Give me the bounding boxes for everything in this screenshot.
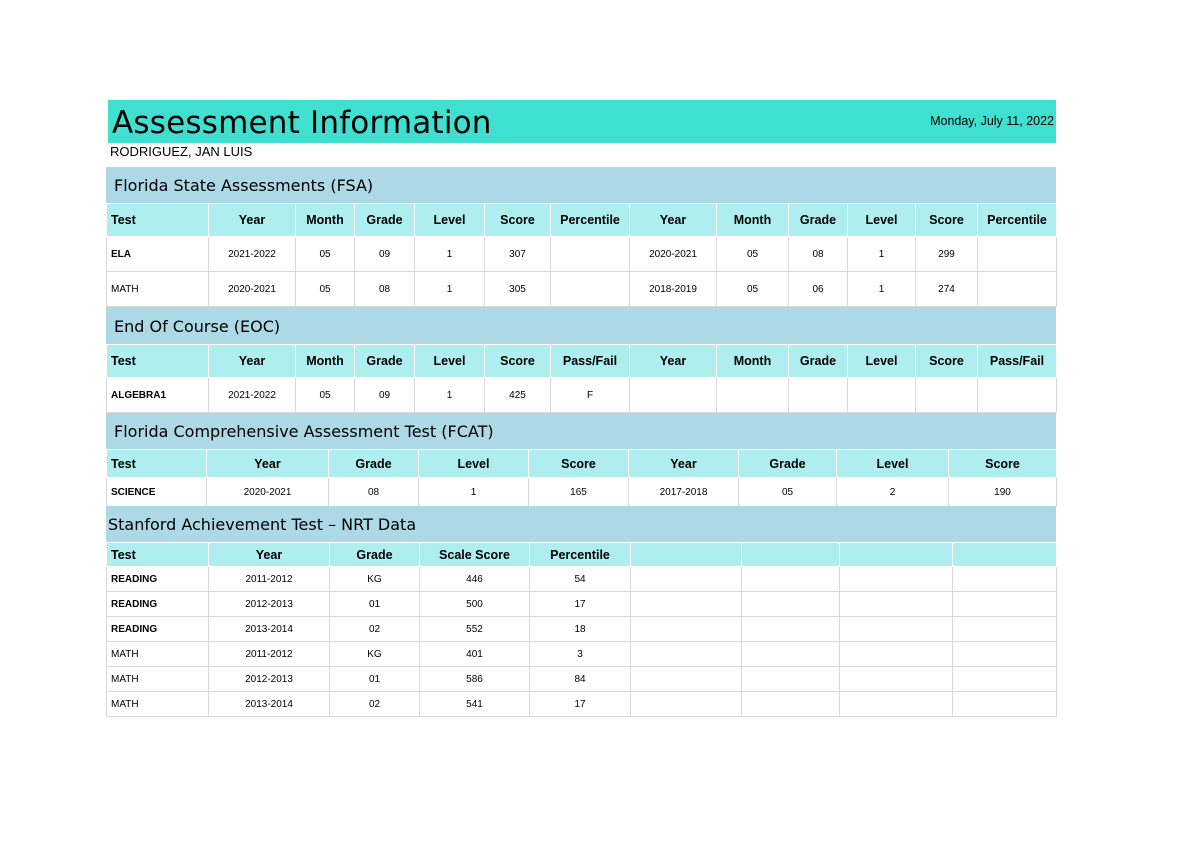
column-header: Percentile bbox=[551, 204, 630, 237]
column-header: Grade bbox=[789, 345, 848, 378]
table-cell: 01 bbox=[330, 667, 420, 692]
column-header: Test bbox=[107, 345, 209, 378]
table-cell: 02 bbox=[330, 692, 420, 717]
test-name-cell: READING bbox=[107, 617, 209, 642]
column-header: Test bbox=[107, 450, 207, 478]
table-cell: 500 bbox=[420, 592, 530, 617]
column-header: Level bbox=[848, 204, 916, 237]
table-cell bbox=[631, 667, 742, 692]
table-cell: 2020-2021 bbox=[630, 237, 717, 272]
column-header: Percentile bbox=[530, 543, 631, 567]
table-cell: 541 bbox=[420, 692, 530, 717]
table-row bbox=[107, 567, 1057, 592]
column-header-row bbox=[107, 543, 1057, 567]
table-cell bbox=[848, 378, 916, 413]
table-cell bbox=[953, 617, 1057, 642]
table-cell: 307 bbox=[485, 237, 551, 272]
table-cell: 2012-2013 bbox=[209, 667, 330, 692]
table-cell: 2021-2022 bbox=[209, 237, 296, 272]
column-header: Percentile bbox=[978, 204, 1057, 237]
table-cell: 2017-2018 bbox=[629, 478, 739, 507]
column-header: Year bbox=[209, 543, 330, 567]
section-header-fcat bbox=[106, 413, 1056, 449]
table-cell: 2020-2021 bbox=[207, 478, 329, 507]
table-cell bbox=[953, 567, 1057, 592]
column-header: Score bbox=[485, 345, 551, 378]
column-header: Year bbox=[209, 345, 296, 378]
column-header-row bbox=[107, 204, 1057, 237]
column-header: Grade bbox=[739, 450, 837, 478]
table-cell: 09 bbox=[355, 237, 415, 272]
table-cell: 446 bbox=[420, 567, 530, 592]
table-cell: 05 bbox=[296, 272, 355, 307]
table-cell bbox=[916, 378, 978, 413]
table-cell bbox=[551, 237, 630, 272]
test-name-cell: SCIENCE bbox=[107, 478, 207, 507]
table-cell: 190 bbox=[949, 478, 1057, 507]
column-header-row bbox=[107, 345, 1057, 378]
test-name-cell: READING bbox=[107, 567, 209, 592]
table-cell bbox=[953, 667, 1057, 692]
column-header-row bbox=[107, 450, 1057, 478]
section-header-fsa bbox=[106, 167, 1056, 203]
table-cell: 06 bbox=[789, 272, 848, 307]
column-header: Level bbox=[837, 450, 949, 478]
table-cell bbox=[742, 592, 840, 617]
table-cell bbox=[840, 617, 953, 642]
report-date: Monday, July 11, 2022 bbox=[930, 114, 1054, 128]
column-header: Test bbox=[107, 204, 209, 237]
test-name-cell: ELA bbox=[107, 237, 209, 272]
table-row bbox=[107, 692, 1057, 717]
table-cell: 54 bbox=[530, 567, 631, 592]
column-header: Score bbox=[529, 450, 629, 478]
column-header: Grade bbox=[329, 450, 419, 478]
table-cell: 09 bbox=[355, 378, 415, 413]
table-cell: 165 bbox=[529, 478, 629, 507]
table-cell: 05 bbox=[296, 378, 355, 413]
section-title-stanford: Stanford Achievement Test – NRT Data bbox=[108, 515, 417, 534]
table-cell: 1 bbox=[419, 478, 529, 507]
table-row bbox=[107, 272, 1057, 307]
table-cell: 305 bbox=[485, 272, 551, 307]
column-header: Month bbox=[296, 345, 355, 378]
table-cell: 2020-2021 bbox=[209, 272, 296, 307]
table-cell bbox=[953, 642, 1057, 667]
column-header: Level bbox=[419, 450, 529, 478]
table-cell: 2011-2012 bbox=[209, 567, 330, 592]
section-header-stanford bbox=[106, 506, 1056, 542]
table-cell: 1 bbox=[415, 272, 485, 307]
table-cell: 18 bbox=[530, 617, 631, 642]
table-cell bbox=[631, 617, 742, 642]
table-row bbox=[107, 378, 1057, 413]
table-row bbox=[107, 592, 1057, 617]
table-cell bbox=[742, 642, 840, 667]
test-name-cell: MATH bbox=[107, 642, 209, 667]
table-cell: 08 bbox=[789, 237, 848, 272]
table-cell bbox=[630, 378, 717, 413]
table-cell: 1 bbox=[848, 237, 916, 272]
student-name: RODRIGUEZ, JAN LUIS bbox=[110, 144, 253, 159]
column-header: Score bbox=[485, 204, 551, 237]
test-name-cell: MATH bbox=[107, 667, 209, 692]
table-cell: 552 bbox=[420, 617, 530, 642]
test-name-cell: MATH bbox=[107, 692, 209, 717]
title-bar bbox=[108, 100, 1056, 143]
table-cell: KG bbox=[330, 642, 420, 667]
table-cell: 2013-2014 bbox=[209, 617, 330, 642]
test-name-cell: READING bbox=[107, 592, 209, 617]
column-header: Grade bbox=[355, 345, 415, 378]
table-cell: 05 bbox=[739, 478, 837, 507]
table-cell: 02 bbox=[330, 617, 420, 642]
column-header: Grade bbox=[330, 543, 420, 567]
column-header: Level bbox=[415, 345, 485, 378]
test-name-cell: ALGEBRA1 bbox=[107, 378, 209, 413]
table-cell: 01 bbox=[330, 592, 420, 617]
table-cell bbox=[840, 567, 953, 592]
column-header: Year bbox=[630, 204, 717, 237]
table-cell: 1 bbox=[415, 378, 485, 413]
table-cell: 17 bbox=[530, 592, 631, 617]
column-header: Scale Score bbox=[420, 543, 530, 567]
table-cell bbox=[631, 592, 742, 617]
column-header: Score bbox=[916, 204, 978, 237]
table-cell bbox=[978, 378, 1057, 413]
table-cell: 2 bbox=[837, 478, 949, 507]
column-header: Level bbox=[848, 345, 916, 378]
table-row bbox=[107, 617, 1057, 642]
table-cell: KG bbox=[330, 567, 420, 592]
table-cell: 2012-2013 bbox=[209, 592, 330, 617]
section-title-eoc: End Of Course (EOC) bbox=[114, 317, 281, 336]
column-header: Year bbox=[630, 345, 717, 378]
section-title-fcat: Florida Comprehensive Assessment Test (FCAT) bbox=[114, 422, 494, 441]
table-cell: 05 bbox=[717, 272, 789, 307]
table-cell bbox=[717, 378, 789, 413]
table-cell: 425 bbox=[485, 378, 551, 413]
column-header bbox=[953, 543, 1057, 567]
table-cell: 299 bbox=[916, 237, 978, 272]
table-cell: 05 bbox=[296, 237, 355, 272]
table-cell bbox=[631, 692, 742, 717]
table-row bbox=[107, 642, 1057, 667]
column-header: Score bbox=[916, 345, 978, 378]
table-cell bbox=[742, 667, 840, 692]
column-header: Grade bbox=[789, 204, 848, 237]
table-cell bbox=[953, 592, 1057, 617]
column-header bbox=[840, 543, 953, 567]
table-cell bbox=[953, 692, 1057, 717]
test-name-cell: MATH bbox=[107, 272, 209, 307]
table-cell: F bbox=[551, 378, 630, 413]
table-cell bbox=[840, 667, 953, 692]
table-cell bbox=[840, 642, 953, 667]
table-cell bbox=[978, 272, 1057, 307]
table-cell: 1 bbox=[415, 237, 485, 272]
column-header: Score bbox=[949, 450, 1057, 478]
column-header: Month bbox=[717, 204, 789, 237]
column-header: Year bbox=[629, 450, 739, 478]
section-title-fsa: Florida State Assessments (FSA) bbox=[114, 176, 374, 195]
column-header: Grade bbox=[355, 204, 415, 237]
table-cell: 401 bbox=[420, 642, 530, 667]
table-cell bbox=[742, 692, 840, 717]
column-header: Pass/Fail bbox=[978, 345, 1057, 378]
column-header: Year bbox=[207, 450, 329, 478]
table-cell: 17 bbox=[530, 692, 631, 717]
table-cell: 274 bbox=[916, 272, 978, 307]
table-cell bbox=[840, 692, 953, 717]
table-cell: 05 bbox=[717, 237, 789, 272]
table-cell bbox=[631, 642, 742, 667]
column-header bbox=[631, 543, 742, 567]
table-row bbox=[107, 237, 1057, 272]
table-row bbox=[107, 667, 1057, 692]
column-header: Year bbox=[209, 204, 296, 237]
table-cell: 3 bbox=[530, 642, 631, 667]
table-cell: 08 bbox=[355, 272, 415, 307]
table-cell bbox=[742, 567, 840, 592]
table-cell bbox=[789, 378, 848, 413]
table-row bbox=[107, 478, 1057, 507]
table-cell: 586 bbox=[420, 667, 530, 692]
column-header: Test bbox=[107, 543, 209, 567]
table-cell bbox=[631, 567, 742, 592]
page-title: Assessment Information bbox=[112, 105, 492, 141]
fcat-table bbox=[106, 449, 1057, 507]
table-cell: 2018-2019 bbox=[630, 272, 717, 307]
column-header: Month bbox=[296, 204, 355, 237]
table-cell bbox=[742, 617, 840, 642]
table-cell bbox=[978, 237, 1057, 272]
table-cell: 1 bbox=[848, 272, 916, 307]
stanford-table bbox=[106, 542, 1057, 717]
table-cell: 2021-2022 bbox=[209, 378, 296, 413]
table-cell: 2013-2014 bbox=[209, 692, 330, 717]
table-cell: 84 bbox=[530, 667, 631, 692]
table-cell bbox=[840, 592, 953, 617]
eoc-table bbox=[106, 344, 1057, 413]
column-header: Month bbox=[717, 345, 789, 378]
table-cell: 08 bbox=[329, 478, 419, 507]
fsa-table bbox=[106, 203, 1057, 307]
table-cell: 2011-2012 bbox=[209, 642, 330, 667]
column-header: Level bbox=[415, 204, 485, 237]
section-header-eoc bbox=[106, 307, 1056, 344]
column-header bbox=[742, 543, 840, 567]
table-cell bbox=[551, 272, 630, 307]
column-header: Pass/Fail bbox=[551, 345, 630, 378]
